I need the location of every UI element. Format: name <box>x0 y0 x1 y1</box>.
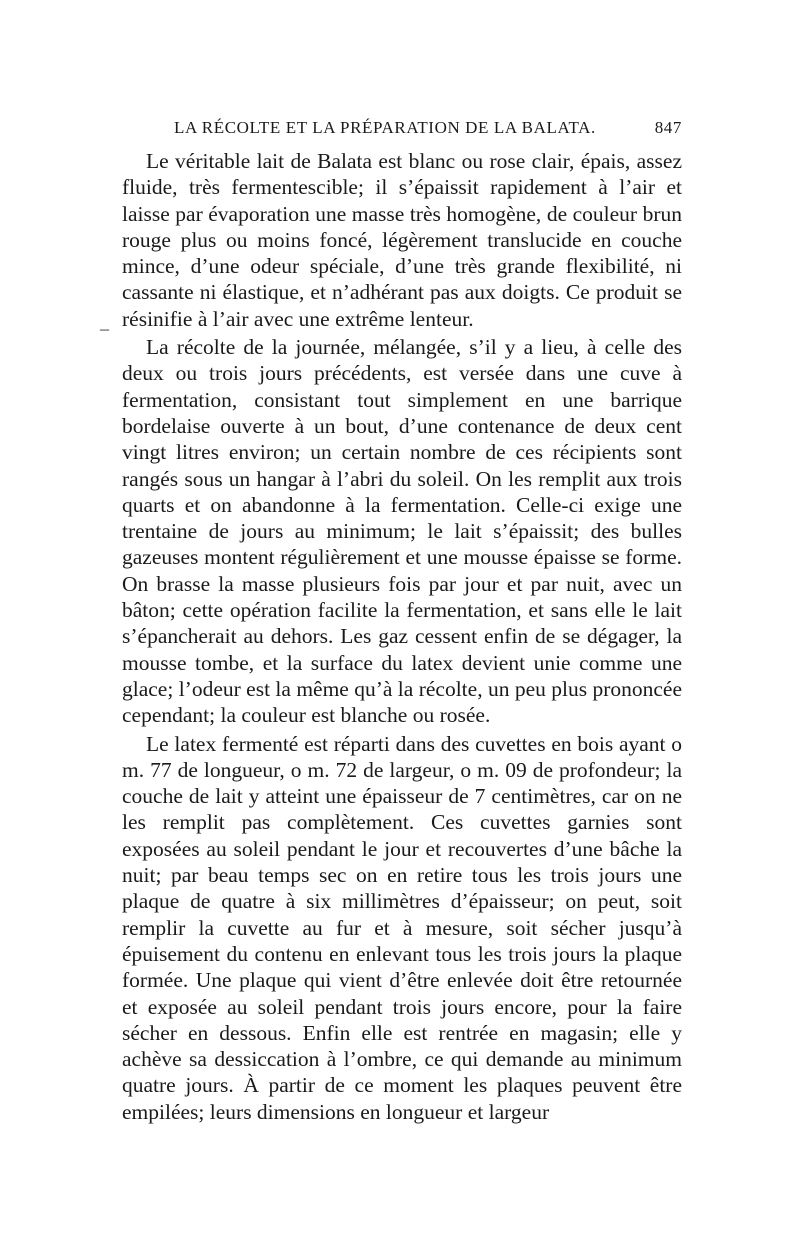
body-text <box>122 148 682 1125</box>
margin-mark: _ <box>100 312 109 332</box>
running-header <box>122 112 682 144</box>
paragraph-3: Le latex fermenté est réparti dans des cuvettes en bois ayant o m. 77 de longueur, o m. 72 de largeur, o m. 09 de profondeur; la couche de lait y atteint une épaisseur de 7 centimètres, car on ne les remplit pas complètement. Ces cuvettes garnies sont exposées au soleil pendant le jour et recouvertes d’une bâche la nuit; par beau temps sec on en retire tous les trois jours une plaque de quatre à six millimètres d’épaisseur; on peut, soit remplir la cuvette au fur et à mesure, soit sécher jusqu’à épuisement du contenu en enlevant tous les trois jours la plaque formée. Une plaque qui vient d’être enlevée doit être retournée et exposée au soleil pendant trois jours encore, pour la faire sécher en dessous. Enfin elle est rentrée en magasin; elle y achève sa dessiccation à l’ombre, ce qui demande au minimum quatre jours. À partir de ce moment les plaques peuvent être empilées; leurs dimensions en longueur et largeur <box>122 731 682 1124</box>
page-number: 847 <box>654 118 682 137</box>
book-page <box>122 112 682 1125</box>
paragraph-1: Le véritable lait de Balata est blanc ou rose clair, épais, assez fluide, très fermentescible; il s’épaissit rapidement à l’air et laisse par évaporation une masse très homogène, de couleur brun rouge plus ou moins foncé, légèrement translucide en couche mince, d’une odeur spéciale, d’une très grande flexibilité, ni cassante ni élastique, et n’adhérant pas aux doigts. Ce produit se résinifie à l’air avec une extrême lenteur. <box>122 149 682 331</box>
running-title: LA RÉCOLTE ET LA PRÉPARATION DE LA BALATA. <box>174 118 596 137</box>
paragraph-2: La récolte de la journée, mélangée, s’il y a lieu, à celle des deux ou trois jours précédents, est versée dans une cuve à fermentation, consistant tout simplement en une barrique bordelaise ouverte à un bout, d’une contenance de deux cent vingt litres environ; un certain nombre de ces récipients sont rangés sous un hangar à l’abri du soleil. On les remplit aux trois quarts et on abandonne à la fermentation. Celle-ci exige une trentaine de jours au minimum; le lait s’épaissit; des bulles gazeuses montent régulièrement et une mousse épaisse se forme. On brasse la masse plusieurs fois par jour et par nuit, avec un bâton; cette opération facilite la fermentation, et sans elle le lait s’épancherait au dehors. Les gaz cessent enfin de se dégager, la mousse tombe, et la surface du latex devient unie comme une glace; l’odeur est la même qu’à la récolte, un peu plus prononcée cependant; la couleur est blanche ou rosée. <box>122 335 682 728</box>
